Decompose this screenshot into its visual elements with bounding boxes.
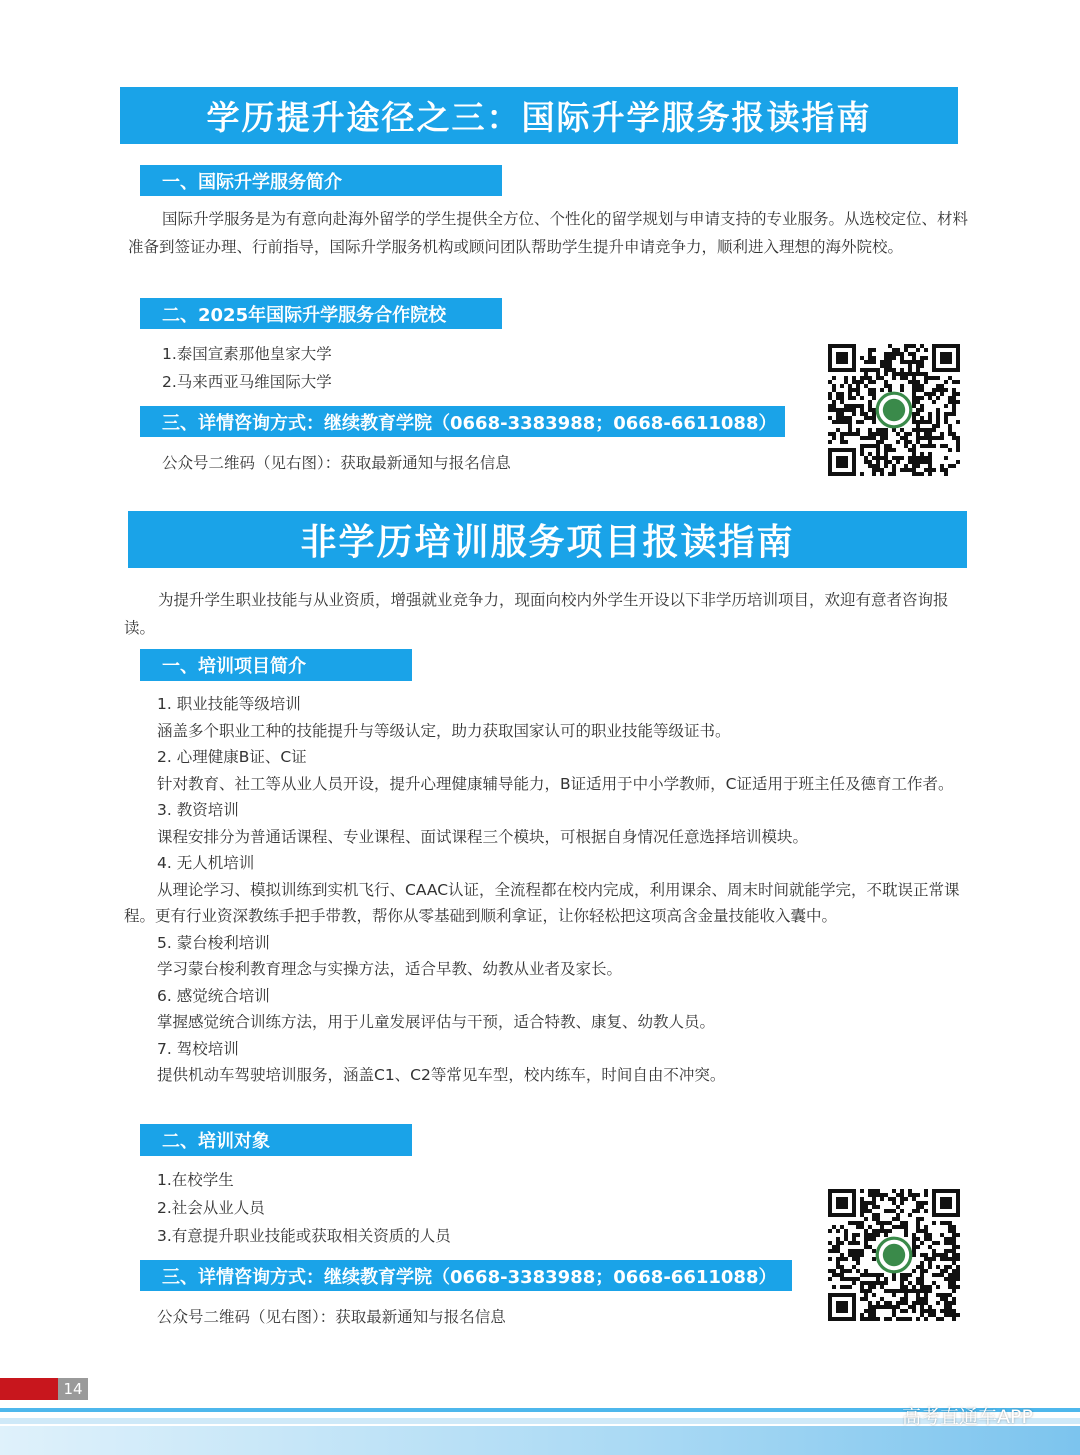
program-desc: 掌握感觉统合训练方法，用于儿童发展评估与干预，适合特教、康复、幼教人员。 <box>157 1013 716 1031</box>
program-title: 3. 教资培训 <box>157 801 239 819</box>
section1-heading-contact: 三、详情咨询方式：继续教育学院（0668-3383988；0668-6611088） <box>140 406 785 437</box>
program-title: 6. 感觉统合培训 <box>157 986 270 1005</box>
program-desc: 提供机动车驾驶培训服务，涵盖C1、C2等常见车型，校内练车，时间自由不冲突。 <box>157 1066 726 1084</box>
program-list <box>124 691 969 1089</box>
qr-code-icon[interactable] <box>828 1189 960 1321</box>
target-item: 2.社会从业人员 <box>157 1199 265 1217</box>
section2-heading-programs: 一、培训项目简介 <box>140 649 412 681</box>
section2-qr-note: 公众号二维码（见右图）：获取最新通知与报名信息 <box>157 1308 506 1326</box>
program-desc: 学习蒙台梭利教育理念与实操方法，适合早教、幼教从业者及家长。 <box>157 960 623 978</box>
section1-heading-schools: 二、2025年国际升学服务合作院校 <box>140 298 502 329</box>
target-item: 3.有意提升职业技能或获取相关资质的人员 <box>157 1227 451 1245</box>
program-desc: 课程安排分为普通话课程、专业课程、面试课程三个模块，可根据自身情况任意选择培训模块。 <box>157 827 809 846</box>
section2-heading-contact: 三、详情咨询方式：继续教育学院（0668-3383988；0668-6611088） <box>140 1260 792 1291</box>
section1-qr-note: 公众号二维码（见右图）：获取最新通知与报名信息 <box>162 454 511 472</box>
footer-stripe-band <box>0 1426 1080 1455</box>
program-desc: 针对教育、社工等从业人员开设，提升心理健康辅导能力，B证适用于中小学教师，C证适用于班主任及德育工作者。 <box>157 774 954 793</box>
program-desc: 从理论学习、模拟训练到实机飞行、CAAC认证，全流程都在校内完成，利用课余、周末时间就能学完，不耽误正常课程。更有行业资深教练手把手带教，帮你从零基础到顺利拿证，让你轻松把这项高含金量技能收入囊中。 <box>124 880 960 925</box>
section1-intro-text: 国际升学服务是为有意向赴海外留学的学生提供全方位、个性化的留学规划与申请支持的专业服务。从选校定位、材料准备到签证办理、行前指导，国际升学服务机构或顾问团队帮助学生提升申请竞争力，顺利进入理想的海外院校。 <box>128 210 969 256</box>
section1-heading-intro: 一、国际升学服务简介 <box>140 165 502 196</box>
program-title: 4. 无人机培训 <box>157 854 255 872</box>
section1-banner: 学历提升途径之三：国际升学服务报读指南 <box>120 87 958 144</box>
section2-heading-targets: 二、培训对象 <box>140 1124 412 1156</box>
program-desc: 涵盖多个职业工种的技能提升与等级认定，助力获取国家认可的职业技能等级证书。 <box>157 721 731 740</box>
school-item: 2.马来西亚马维国际大学 <box>162 373 332 391</box>
program-title: 5. 蒙台梭利培训 <box>157 933 270 952</box>
program-title: 1. 职业技能等级培训 <box>157 695 301 713</box>
section2-banner: 非学历培训服务项目报读指南 <box>128 511 967 568</box>
program-title: 7. 驾校培训 <box>157 1039 239 1058</box>
program-title: 2. 心理健康B证、C证 <box>157 748 307 766</box>
school-item: 1.泰国宣素那他皇家大学 <box>162 345 332 363</box>
target-item: 1.在校学生 <box>157 1171 234 1189</box>
page-number-marker <box>0 1378 58 1400</box>
page-number: 14 <box>58 1378 88 1400</box>
watermark: 高考直通车APP <box>902 1406 1033 1428</box>
section2-intro-text: 为提升学生职业技能与从业资质，增强就业竞争力，现面向校内外学生开设以下非学历培训项目，欢迎有意者咨询报读。 <box>124 591 949 637</box>
qr-code-icon[interactable] <box>828 344 960 476</box>
